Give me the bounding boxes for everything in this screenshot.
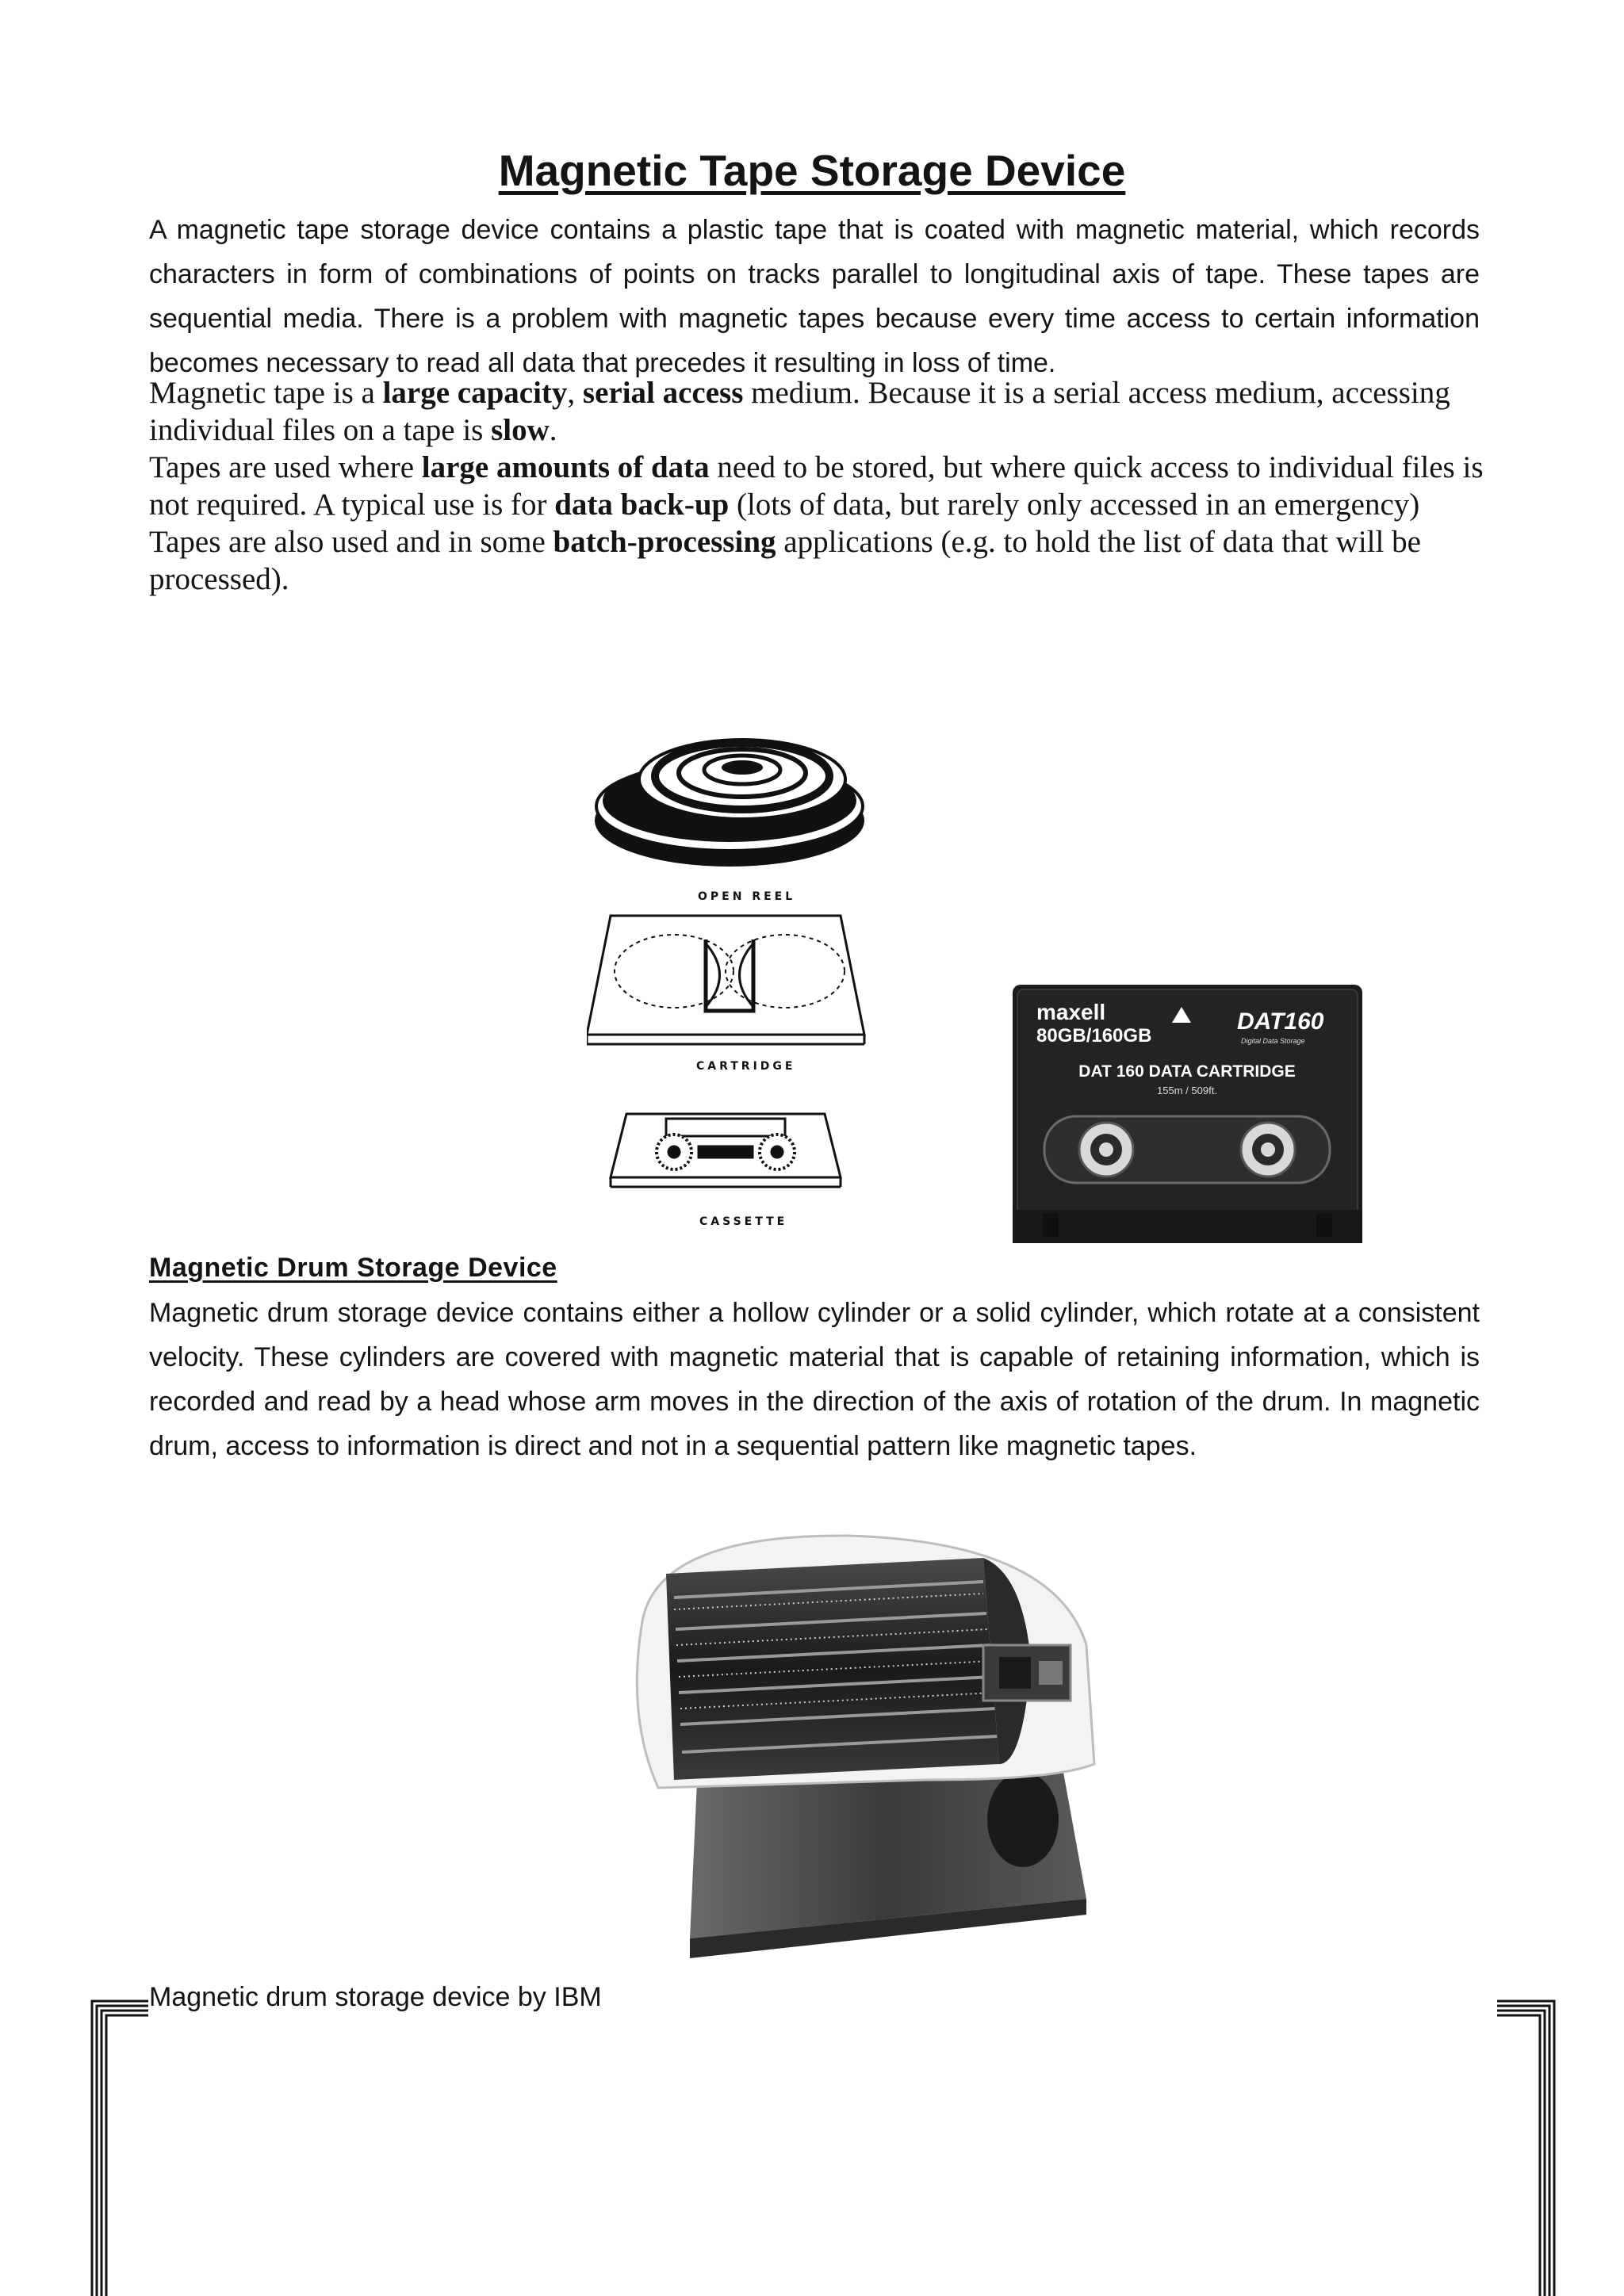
open-reel-figure [595,740,864,867]
tape-fact-usage: Tapes are used where large amounts of data need to be stored, but where quick access to individual files is not required. A typical use is for data back-up (lots of data, but rarely only accessed in an emergency) [149,450,1484,522]
tape-fact-batch: Tapes are also used and in some batch-processing applications (e.g. to hold the list of data that will be processed). [149,525,1421,596]
tape-fact-capacity: Magnetic tape is a large capacity, serial access medium. Because it is a serial access medium, accessing individual files on a tape is slow. [149,376,1450,447]
tape-intro-paragraph: A magnetic tape storage device contains a plastic tape that is coated with magnetic material, which records characters in form of combinations of points on tracks parallel to longitudinal axis of tape. These tapes are sequential media. There is a problem with magnetic tapes because every time access to certain information becomes necessary to read all data that precedes it resulting in loss of time. [149,215,1480,378]
tape-facts [149,374,1497,598]
cassette-figure [611,1114,841,1187]
dat-capacity: 80GB/160GB [1036,1025,1152,1047]
dat-label: DAT 160 DATA CARTRIDGE [1078,1062,1296,1081]
cartridge-figure [587,916,864,1044]
dat-length: 155m / 509ft. [1157,1085,1217,1096]
drum-paragraph: Magnetic drum storage device contains either a hollow cylinder or a solid cylinder, which rotate at a consistent velocity. These cylinders are covered with magnetic material that is capable of retaining information, which is recorded and read by a head whose arm moves in the direction of the axis of rotation of the drum. In magnetic drum, access to information is direct and not in a sequential pattern like magnetic tapes. [149,1298,1480,1461]
cartridge-label: CARTRIDGE [696,1060,796,1073]
dat-logo: DAT160 [1237,1008,1324,1035]
page-title: Magnetic Tape Storage Device [498,146,1126,195]
tape-media-illustration [587,718,872,1241]
page-frame-left [89,1998,152,2296]
drum-section-heading: Magnetic Drum Storage Device [149,1253,557,1283]
dat-logo-sub: Digital Data Storage [1241,1037,1305,1045]
dat-brand: maxell [1036,1000,1106,1024]
drum-image-caption: Magnetic drum storage device by IBM [149,1982,602,2012]
open-reel-label: OPEN REEL [698,890,796,903]
left-spool-icon [1079,1123,1133,1177]
right-spool-icon [1241,1123,1295,1177]
dat-cartridge-image [1011,983,1364,1245]
magnetic-drum-image [611,1526,1118,1970]
page-frame-right [1494,1998,1557,2296]
cassette-label: CASSETTE [699,1215,788,1228]
